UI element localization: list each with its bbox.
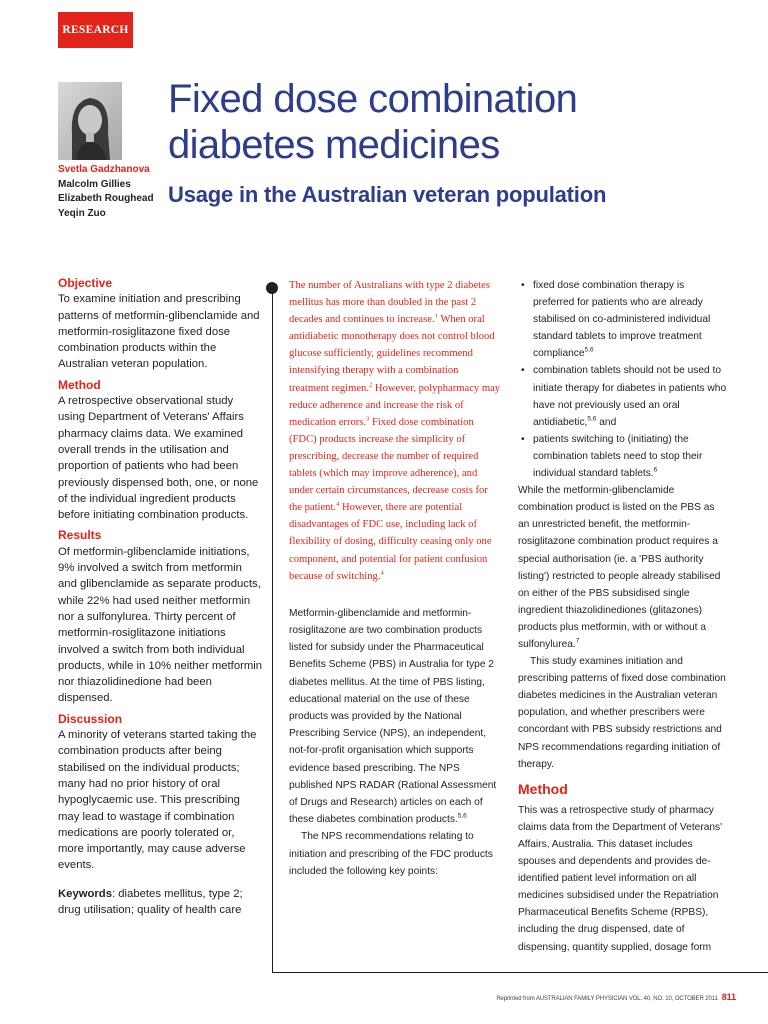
author-name: Malcolm Gillies <box>58 178 131 190</box>
keywords-text: : diabetes mellitus, type 2; drug utilisation; quality of health care <box>58 887 243 916</box>
reference-mark: 4 <box>336 500 340 508</box>
key-points-list <box>518 277 728 482</box>
body-paragraph <box>518 482 728 653</box>
objective-heading: Objective <box>58 276 113 290</box>
list-item-text: combination tablets should not be used to initiate therapy for diabetes in patients who have not previously used an oral antidiabetic, <box>533 365 727 428</box>
list-item <box>518 277 728 362</box>
section-badge: RESEARCH <box>58 12 133 48</box>
reference-mark: 3 <box>366 415 370 423</box>
column-rule-vertical <box>272 288 273 973</box>
body-text-span: Metformin-glibenclamide and metformin-rosiglitazone are two combination products listed for subsidy under the Pharmaceutical Benefits Scheme (PBS) in Australia for type 2 diabetes mellitus. At the time of PBS listing, educational material on the use of these products was provided by the National Prescribing Service (NPS), an independent, not-for-profit organisation which supports evidence based prescribing. The NPS published NPS RADAR (Rational Assessment of Drugs and Research) articles on each of these diabetes combination products. <box>289 607 497 826</box>
body-column-3 <box>518 277 728 956</box>
page-number: 811 <box>721 992 736 1002</box>
reference-mark: 2 <box>369 381 373 389</box>
body-paragraph: The NPS recommendations relating to initiation and prescribing of the FDC products included the following key points: <box>289 831 493 877</box>
body-text-span: While the metformin-glibenclamide combination product is listed on the PBS as an unrestricted benefit, the metformin-rosiglitazone combination product requires a special authorisation (ie. a 'PBS authority listing') restricted to people already stabilised on either of the PBS subsidised single ingredient thiazolidinediones (glitazones) products plus metformin, with or without a sulfonylurea. <box>518 485 721 650</box>
results-text: Of metformin-glibenclamide initiations, 9% involved a switch from metformin and glibenclamide as separate products, while 22% had used neither metformin nor a sulfonylurea. Thirty percent of metformin-rosiglitazone initiations involved a switch from both individual products, while in 10% neither metformin nor thiazolidinedione had been dispensed. <box>58 545 263 705</box>
method-text: A retrospective observational study using Department of Veterans' Affairs pharmacy claims data. We examined overall trends in the utilisation and proportion of patients who had been previously dispensed both, one, or none of the individual ingredient products before initiating combination products. <box>58 395 259 522</box>
list-item <box>518 362 728 430</box>
page-footer <box>496 992 736 1002</box>
reference-mark: 4 <box>380 569 384 577</box>
intro-text: The number of Australians with type 2 diabetes mellitus has more than doubled in the past 2 decades and continues to increase. <box>289 280 490 326</box>
discussion-heading: Discussion <box>58 711 123 726</box>
body-paragraph: This study examines initiation and prescribing patterns of fixed dose combination diabetes medicines in the Australian veteran population, and whether prescribers were concordant with PBS subsidy restrictions and NPS recommendations regarding initiation of therapy. <box>518 656 726 770</box>
reference-mark: 5,6 <box>587 415 597 423</box>
intro-text: Fixed dose combination (FDC) products increase the simplicity of prescribing, decrease the number of required tablets (which may improve adherence), and under certain circumstances, decrease costs for the patient. <box>289 416 488 514</box>
body-paragraph: This was a retrospective study of pharmacy claims data from the Department of Veterans' Affairs, Australia. This dataset includes spouses and dependents and provides de-identified patient level information on all medicines subsidised under the Repatriation Pharmaceutical Benefits Scheme (RPBS), including the drug dispensed, date of dispensing, quantity supplied, dosage form <box>518 804 723 953</box>
abstract-column <box>58 275 263 921</box>
author-photo-image <box>58 82 122 160</box>
list-item <box>518 431 728 482</box>
column-rule-horizontal <box>272 972 768 973</box>
method-section-heading: Method <box>518 780 568 797</box>
article-subtitle: Usage in the Australian veteran population <box>168 182 607 207</box>
reference-mark: 6 <box>653 466 658 474</box>
article-title: Fixed dose combination diabetes medicines <box>168 77 578 167</box>
keywords <box>58 886 263 919</box>
body-text <box>289 605 501 880</box>
intro-paragraph <box>289 277 501 585</box>
list-item-text: patients switching to (initiating) the combination tablets need to stop their individual standard tablets. <box>533 433 703 480</box>
reference-mark: 5,6 <box>584 346 594 354</box>
author-name: Elizabeth Roughead <box>58 193 154 204</box>
body-paragraph <box>289 605 501 829</box>
list-item-text: fixed dose combination therapy is preferred for patients who are already stabilised on co-administered individual standard tablets to improve treatment compliance <box>533 280 711 360</box>
intro-text: However, there are potential disadvantages of FDC use, including lack of flexibility of dosing, difficulty ceasing only one component, and potential for patient confusion because of switching. <box>289 502 492 582</box>
author-name: Yeqin Zuo <box>58 207 106 219</box>
keywords-label: Keywords <box>58 887 112 900</box>
method-heading: Method <box>58 377 101 392</box>
author-list <box>58 163 154 221</box>
reference-mark: 7 <box>575 637 580 645</box>
intro-text: However, polypharmacy may reduce adherence and increase the risk of medication errors. <box>289 382 501 428</box>
reference-mark: 1 <box>434 312 438 320</box>
list-item-tail: and <box>596 416 617 428</box>
author-photo <box>58 82 122 160</box>
intro-text: When oral antidiabetic monotherapy does not control blood glucose sufficiently, guidelines recommend intensifying therapy with a combination treatment regimen. <box>289 314 495 394</box>
objective-text: To examine initiation and prescribing patterns of metformin-glibenclamide and metformin-rosiglitazone fixed dose combination products within the Australian veteran population. <box>58 293 260 371</box>
results-heading: Results <box>58 528 102 543</box>
author-name: Svetla Gadzhanova <box>58 164 150 175</box>
body-column-2 <box>289 277 501 880</box>
reference-mark: 5,6 <box>457 812 467 820</box>
discussion-text: A minority of veterans started taking the combination products after being stabilised on the individual products; many had no prior history of oral hypoglycaemic use. This prescribing may lead to wastage if combination medications are poorly tolerated or, more importantly, may cause adverse events. <box>58 729 257 872</box>
footer-citation: Reprinted from AUSTRALIAN FAMILY PHYSICIAN VOL. 40, NO. 10, OCTOBER 2011 <box>496 996 718 1002</box>
